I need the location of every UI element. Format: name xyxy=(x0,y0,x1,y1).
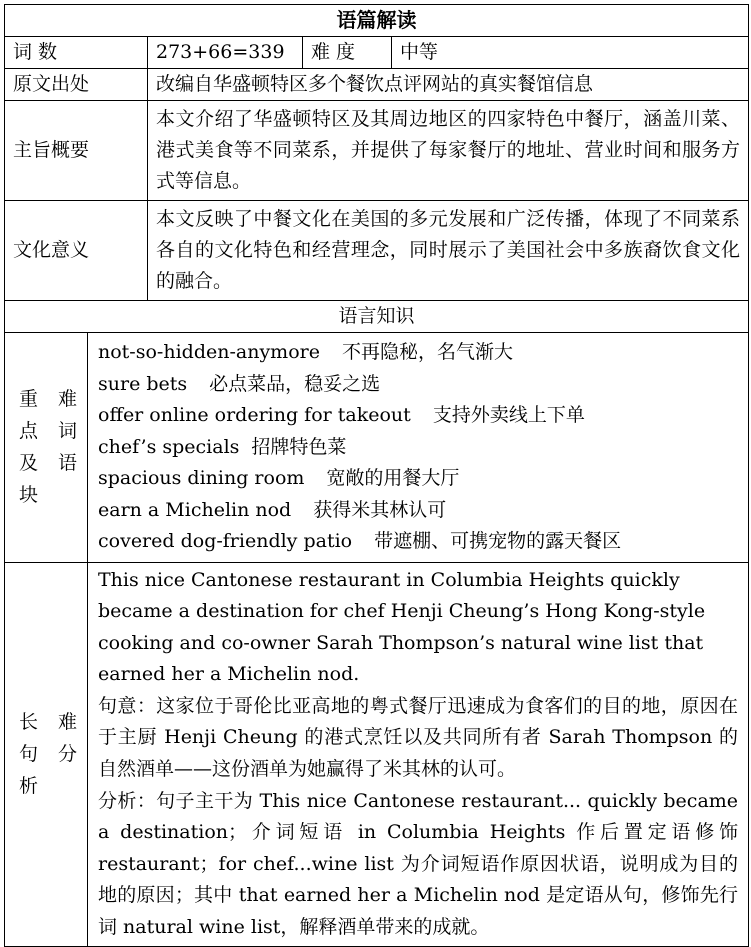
list-item: earn a Michelin nod 获得米其林认可 xyxy=(98,498,447,521)
list-item: spacious dining room 宽敞的用餐大厅 xyxy=(98,467,460,489)
example-sentence: This nice Cantonese restaurant in Columbia Heights quickly became a destination for chef Henji Cheung’s Hong Kong-style cooking and co-owner Sarah Thompson’s natural wine list that earned her a Michelin nod. xyxy=(98,568,706,686)
difficulty-label: 难 度 xyxy=(303,37,392,69)
reading-analysis-table xyxy=(4,4,749,947)
list-item: sure bets 必点菜品，稳妥之选 xyxy=(98,372,381,395)
long-sentence-analysis xyxy=(88,562,749,946)
table-title: 语篇解读 xyxy=(5,5,749,37)
word-count-value: 273+66=339 xyxy=(148,37,303,69)
sentence-meaning: 句意：这家位于哥伦比亚高地的粤式餐厅迅速成为食客们的目的地，原因在于主厨 Henji Cheung 的港式烹饪以及共同所有者 Sarah Thompson 的自然酒单——这份酒单为她赢得了米其林的认可。 xyxy=(98,694,739,781)
sentence-analysis: 分析：句子主干为 This nice Cantonese restaurant... quickly became a destination；介词短语 in Columbia Heights 作后置定语修饰 restaurant；for chef...wine list 为介词短语作原因状语，说明成为目的地的原因；其中 that earned her a Michelin nod 是定语从句，修饰先行词 natural wine list，解释酒单带来的成就。 xyxy=(98,789,739,939)
source-value: 改编自华盛顿特区多个餐饮点评网站的真实餐馆信息 xyxy=(148,69,749,101)
long-sentence-label: 长 难 句 分 析 xyxy=(5,562,88,946)
key-phrases-label: 重 难 点 词 及 语 块 xyxy=(5,333,88,563)
list-item: covered dog-friendly patio 带遮棚、可携宠物的露天餐区 xyxy=(98,530,622,552)
difficulty-value: 中等 xyxy=(392,37,749,69)
source-label: 原文出处 xyxy=(5,69,148,101)
list-item: offer online ordering for takeout 支持外卖线上下单 xyxy=(98,404,585,426)
cultural-significance-value: 本文反映了中餐文化在美国的多元发展和广泛传播，体现了不同菜系各自的文化特色和经营理念，同时展示了美国社会中多族裔饮食文化的融合。 xyxy=(148,201,749,301)
language-knowledge-header: 语言知识 xyxy=(5,301,749,333)
cultural-significance-label: 文化意义 xyxy=(5,201,148,301)
list-item: not-so-hidden-anymore 不再隐秘，名气渐大 xyxy=(98,341,513,363)
main-idea-label: 主旨概要 xyxy=(5,101,148,201)
key-phrases-list xyxy=(88,333,749,563)
list-item: chef’s specials 招牌特色菜 xyxy=(98,435,347,458)
main-idea-value: 本文介绍了华盛顿特区及其周边地区的四家特色中餐厅，涵盖川菜、港式美食等不同菜系，并提供了每家餐厅的地址、营业时间和服务方式等信息。 xyxy=(148,101,749,201)
word-count-label: 词 数 xyxy=(5,37,148,69)
